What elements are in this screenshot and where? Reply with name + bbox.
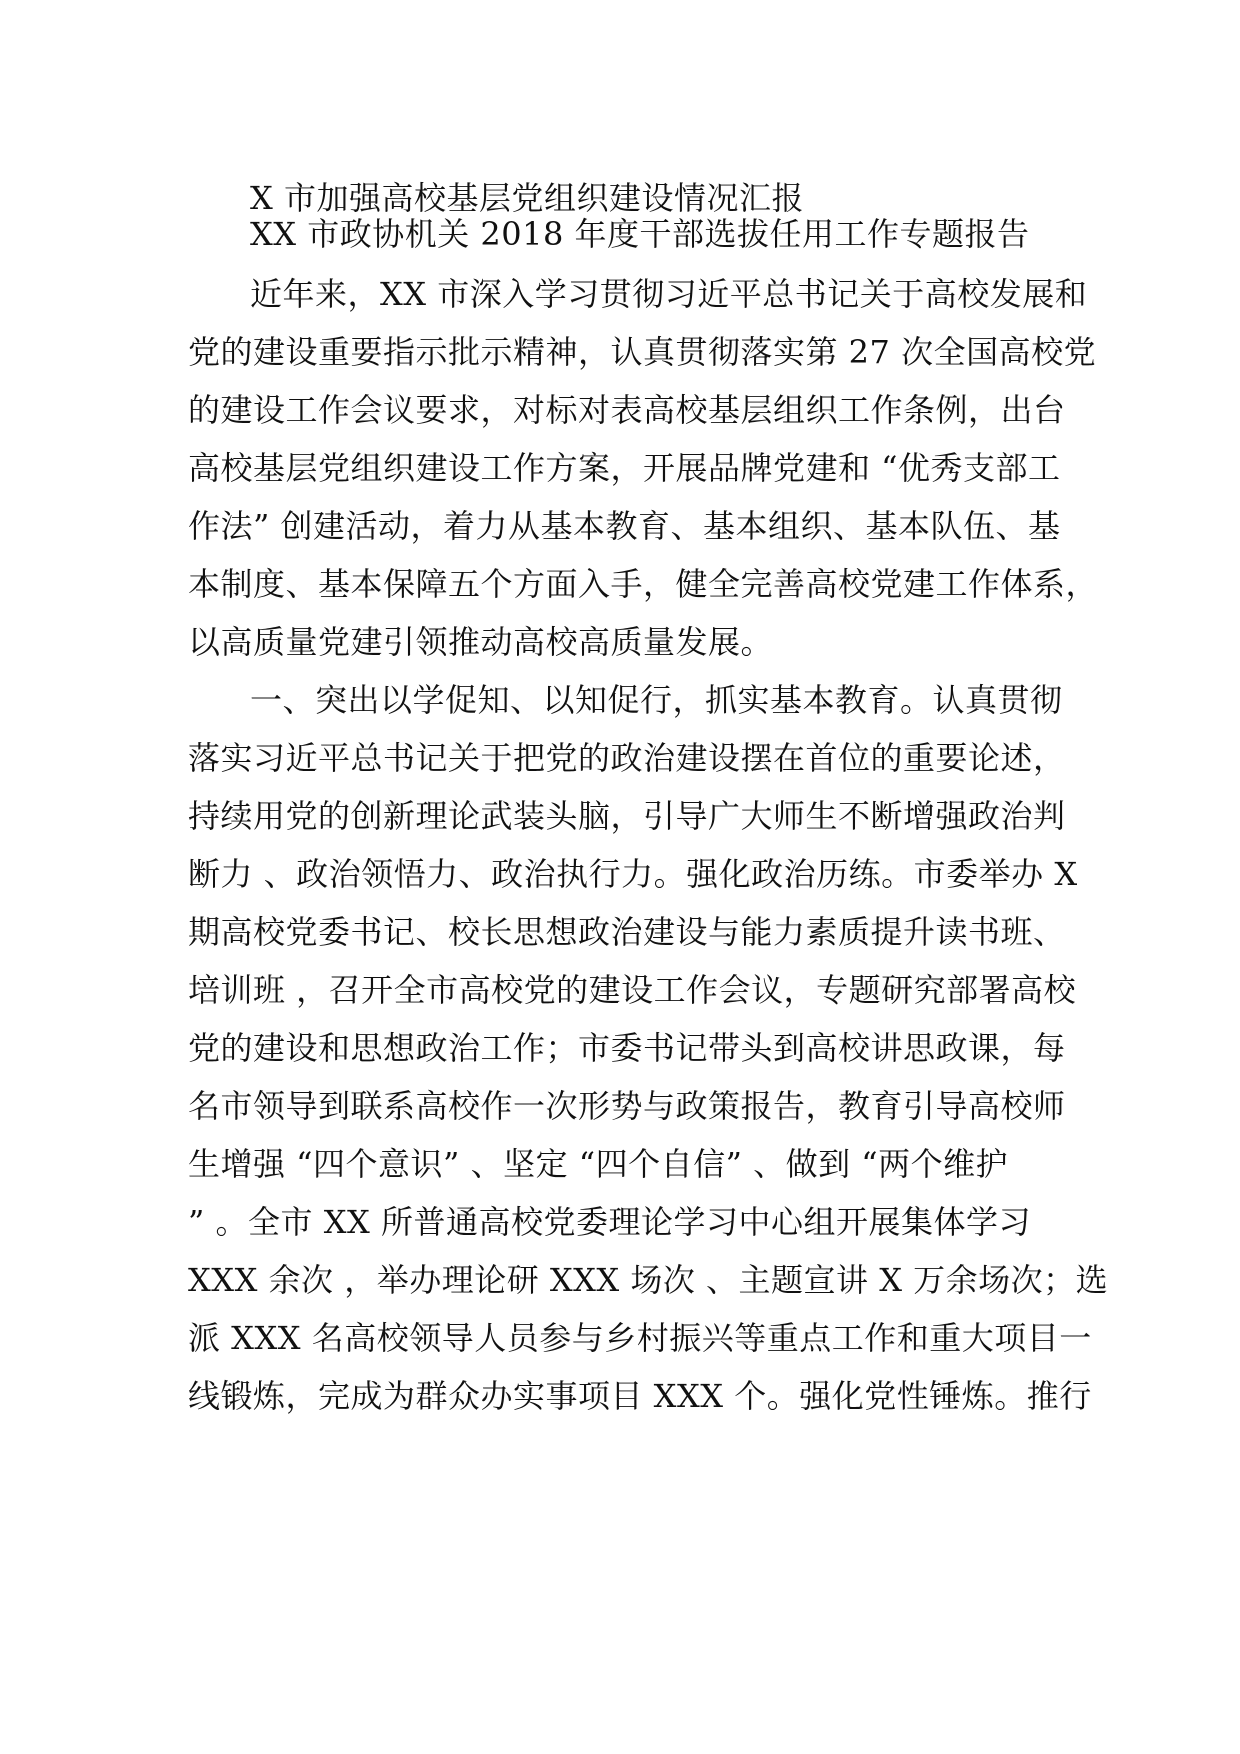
paragraph-line: ” 。全市 XX 所普通高校党委理论学习中心组开展集体学习: [188, 1203, 1031, 1241]
paragraph-line: 派 XXX 名高校领导人员参与乡村振兴等重点工作和重大项目一: [188, 1319, 1092, 1357]
paragraph-line: 本制度、基本保障五个方面入手，健全完善高校党建工作体系，: [188, 565, 1099, 603]
paragraph-line: 党的建设和思想政治工作；市委书记带头到高校讲思政课，每: [188, 1029, 1066, 1067]
paragraph-line: 党的建设重要指示批示精神，认真贯彻落实第 27 次全国高校党: [188, 333, 1097, 371]
paragraph-line: 培训班 ，召开全市高校党的建设工作会议，专题研究部署高校: [188, 971, 1077, 1009]
paragraph-line: 线锻炼，完成为群众办实事项目 XXX 个。强化党性锤炼。推行: [188, 1377, 1092, 1415]
document-subtitle: XX 市政协机关 2018 年度干部选拔任用工作专题报告: [250, 215, 1030, 253]
paragraph-line: 持续用党的创新理论武装头脑，引导广大师生不断增强政治判: [188, 797, 1066, 835]
paragraph-line: 高校基层党组织建设工作方案，开展品牌党建和 “优秀支部工: [188, 449, 1061, 487]
section-heading-line: 一、突出以学促知、以知促行，抓实基本教育。认真贯彻: [250, 681, 1063, 719]
paragraph-line: 近年来，XX 市深入学习贯彻习近平总书记关于高校发展和: [250, 275, 1088, 313]
paragraph-line: 的建设工作会议要求，对标对表高校基层组织工作条例，出台: [188, 391, 1066, 429]
paragraph-line: 作法” 创建活动，着力从基本教育、基本组织、基本队伍、基: [188, 507, 1061, 545]
paragraph-line: 断力 、政治领悟力、政治执行力。强化政治历练。市委举办 X: [188, 855, 1078, 893]
document-title: X 市加强高校基层党组织建设情况汇报: [250, 179, 804, 217]
paragraph-line: 期高校党委书记、校长思想政治建设与能力素质提升读书班、: [188, 913, 1066, 951]
paragraph-line: XXX 余次 ，举办理论研 XXX 场次 、主题宣讲 X 万余场次；选: [188, 1261, 1109, 1299]
paragraph-line: 名市领导到联系高校作一次形势与政策报告，教育引导高校师: [188, 1087, 1066, 1125]
paragraph-line: 生增强 “四个意识” 、坚定 “四个自信” 、做到 “两个维护: [188, 1145, 1009, 1183]
paragraph-line: 落实习近平总书记关于把党的政治建设摆在首位的重要论述，: [188, 739, 1066, 777]
paragraph-line: 以高质量党建引领推动高校高质量发展。: [188, 623, 774, 661]
